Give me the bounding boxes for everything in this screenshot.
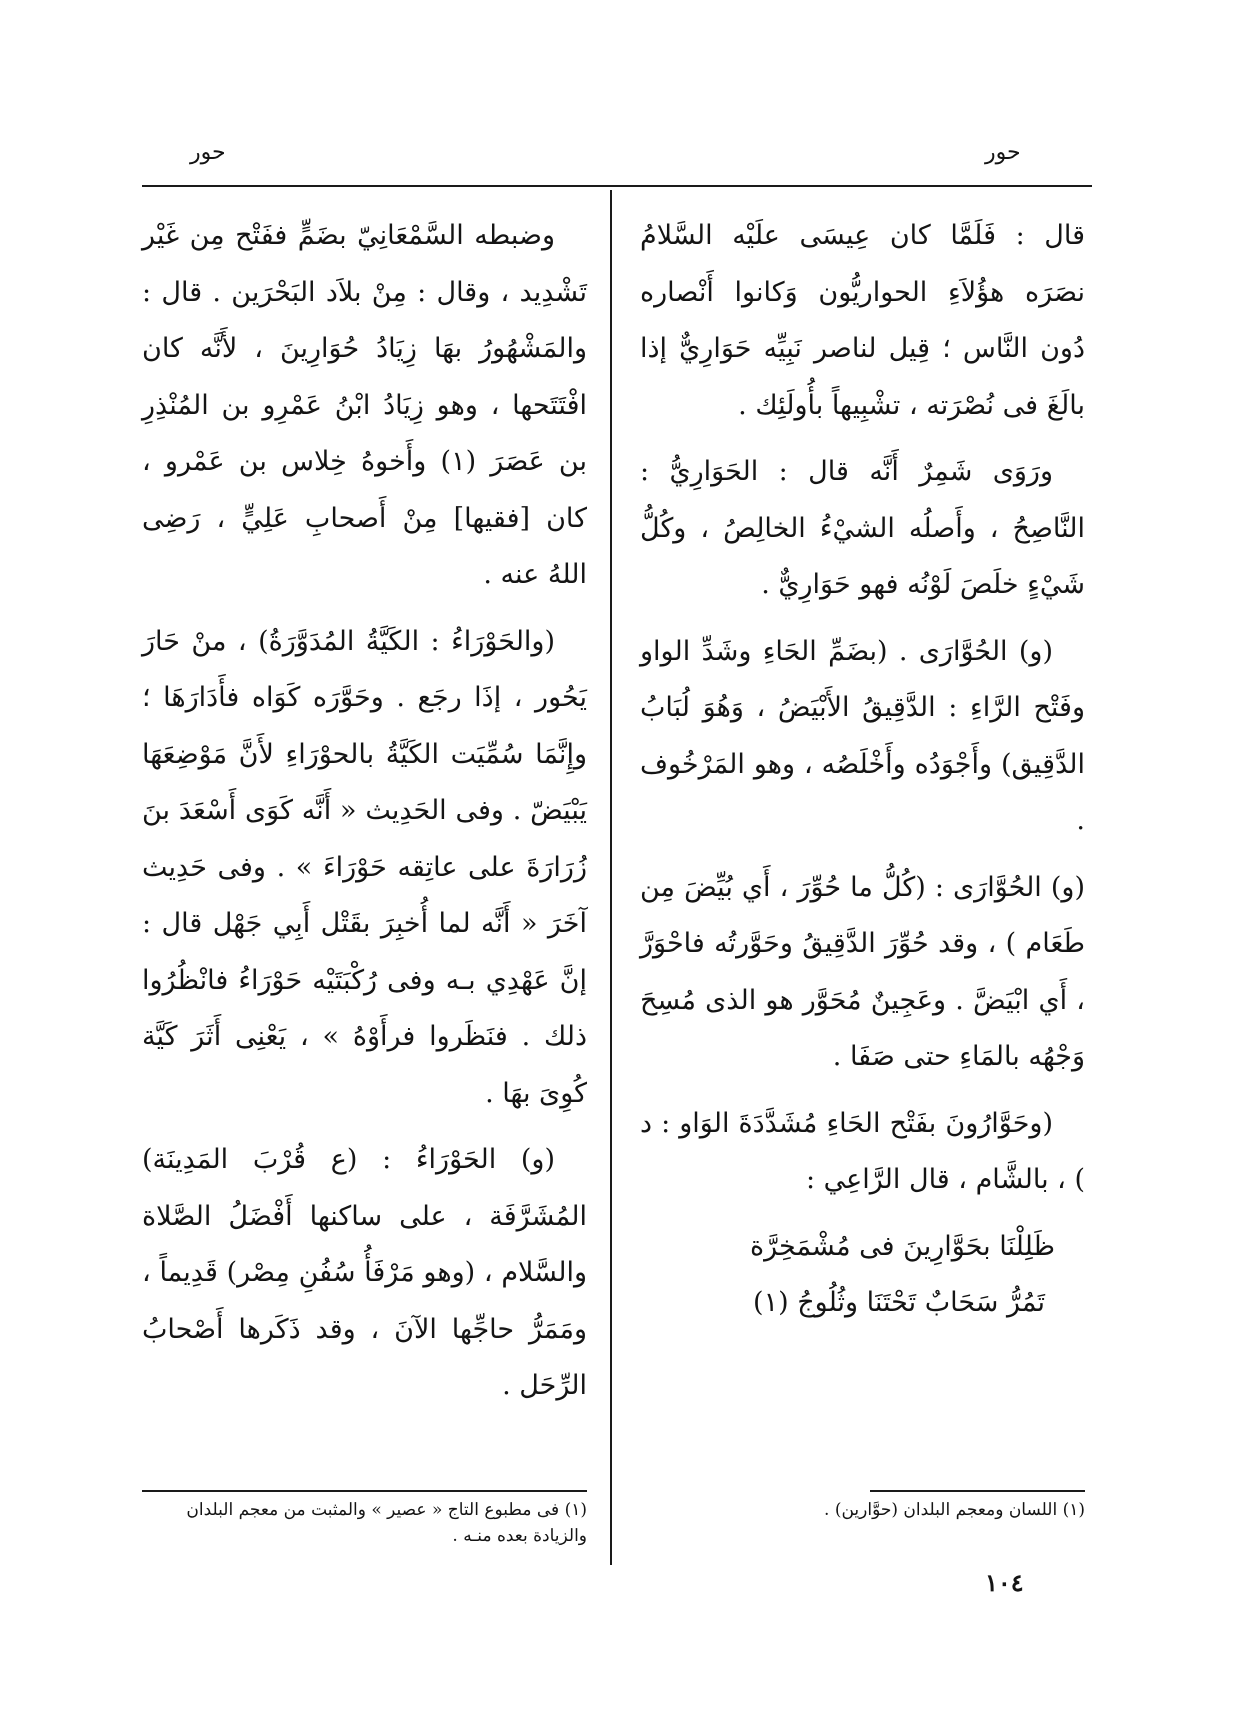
left-paragraph-1: وضبطه السَّمْعَانِيّ بضَمٍّ ففَتْح مِن غَيْر تَشْدِيد ، وقال : مِنْ بلاَد البَحْرَين . قال : والمَشْهُورُ بهَا زِيَادُ حُوَارِينَ ، لأَنَّه كان افْتَتَحها ، وهو زِيَادُ ابْنُ عَمْرِو بن المُنْذِرِ بن عَصَرَ (١) وأَخوهُ خِلاس بن عَمْرو ، كان [فقيها] مِنْ أَصحابِ عَلِيٍّ ، رَضِى اللهُ عنه . bbox=[142, 220, 587, 590]
right-paragraph-1: قال : فَلَمَّا كان عِيسَى علَيْه السَّلامُ نصَرَه هؤُلاَءِ الحواريُّون وَكانوا أَنْصاره دُون النَّاس ؛ قِيل لناصر نَبِيِّه حَوَارِيٌّ إذا بالَغَ فى نُصْرَته ، تشْبِيهاً بأُولَئِك . bbox=[640, 220, 1085, 421]
footnote-rule-right bbox=[870, 1490, 1085, 1492]
left-paragraph-2: (والحَوْرَاءُ : الكَيَّةُ المُدَوَّرَةُ) ، منْ حَارَ يَحُور ، إذَا رجَع . وحَوَّرَه كَوَاه فأَدَارَهَا ؛ وإِنَّمَا سُمِّيَت الكَيَّةُ بالحوْرَاءِ لأَنَّ مَوْضِعَهَا يَبْيَضّ . وفى الحَدِيث « أَنَّه كَوَى أَسْعَدَ بنَ زُرَارَةَ على عاتِقه حَوْرَاءَ » . وفى حَدِيث آخَرَ « أَنَّه لما أُخبِرَ بقَتْل أَبِي جَهْل قال : إنَّ عَهْدِي بـه وفى رُكْبَتَيْه حَوْرَاءُ فانْظُرُوا ذلك . فنَظَروا فرأَوْهُ » ، يَعْنِى أَثَرَ كَيَّة كُوِىَ بهَا . bbox=[142, 625, 587, 1109]
footnote-right: (١) اللسان ومعجم البلدان (حوَّارين) . bbox=[824, 1500, 1085, 1520]
verse-line-1: ظَلِلْنَا بحَوَّارِينَ فى مُشْمَخِرَّة bbox=[749, 1230, 1055, 1262]
right-paragraph-5: (وحَوَّارُونَ بفَتْح الحَاءِ مُشَدَّدَةَ الوَاو : د ) ، بالشَّام ، قال الرَّاعِي : bbox=[640, 1107, 1085, 1195]
right-paragraph-2: ورَوَى شَمِرٌ أَنَّه قال : الحَوَارِيُّ : النَّاصِحُ ، وأَصلُه الشيْءُ الخالِصُ ، وكُلُّ شَيْءٍ خلَصَ لَوْنُه فهو حَوَارِيٌّ . bbox=[640, 456, 1085, 600]
right-paragraph-4: (و) الحُوَّارَى : (كُلُّ ما حُوِّرَ ، أَي بُيِّضَ مِن طَعَام ) ، وقد حُوِّرَ الدَّقِيقُ وحَوَّرتُه فاحْوَرَّ ، أَي ابْيَضَّ . وعَجِينٌ مُحَوَّر هو الذى مُسِحَ وَجْهُه بالمَاءِ حتى صَفَا . bbox=[640, 871, 1085, 1072]
header-rule bbox=[142, 185, 1092, 187]
footnote-left: (١) فى مطبوع التاج « عصير » والمثبت من معجم البلدان والزيادة بعده منـه . bbox=[186, 1500, 587, 1546]
right-column bbox=[640, 208, 1085, 1332]
verse-line-2: تَمُرُّ سَحَابٌ تَحْتَنَا وثُلُوجُ (١) bbox=[753, 1287, 1045, 1318]
right-paragraph-3: (و) الحُوَّارَى . (بضَمِّ الحَاءِ وشَدِّ الواو وفَتْح الرَّاءِ : الدَّقِيقُ الأَبْيَضُ ، وَهُوَ لُبَابُ الدَّقِيق) وأَجْوَدُه وأَخْلَصُه ، وهو المَرْخُوف . bbox=[640, 635, 1085, 836]
footnote-rule-left bbox=[142, 1490, 587, 1492]
column-divider bbox=[610, 190, 612, 1565]
page-number: ١٠٤ bbox=[985, 1568, 1024, 1597]
left-paragraph-3: (و) الحَوْرَاءُ : (ع قُرْبَ المَدِينَة) المُشَرَّفَة ، على ساكنها أَفْضَلُ الصَّلاة والسَّلام ، (وهو مَرْفَأُ سُفُنِ مِصْر) قَدِيماً ، ومَمَرُّ حاجِّها الآنَ ، وقد ذَكَرها أَصْحابُ الرِّحَل . bbox=[142, 1144, 587, 1401]
left-column bbox=[142, 208, 587, 1425]
running-head-right: حور bbox=[985, 140, 1021, 165]
running-head-left: حور bbox=[190, 140, 226, 165]
